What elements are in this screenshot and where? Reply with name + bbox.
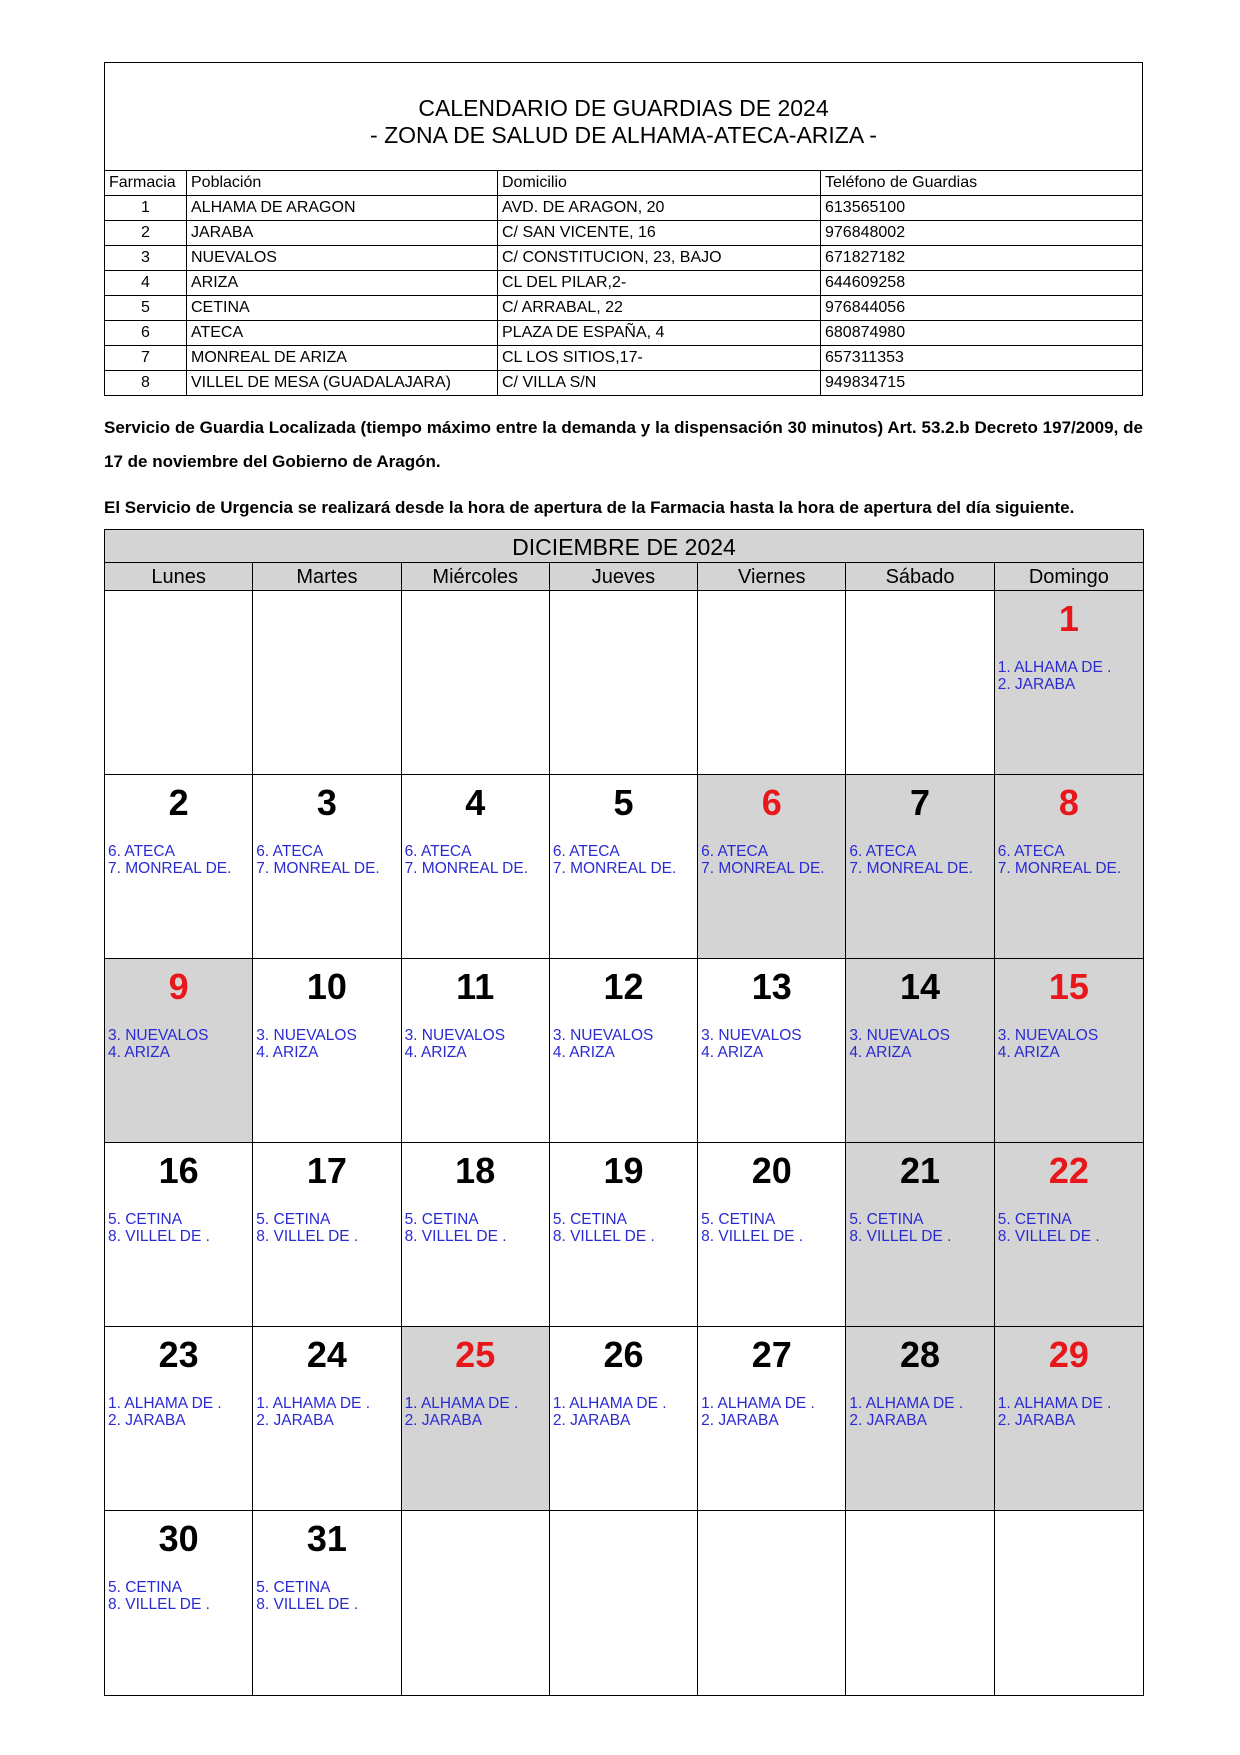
duty-pharmacies	[698, 843, 845, 877]
duty-pharmacy-line: 8. VILLEL DE .	[997, 1228, 1100, 1245]
day-number: 8	[1058, 782, 1079, 823]
calendar-day-cell	[846, 1143, 994, 1327]
duty-pharmacies	[253, 1395, 400, 1429]
calendar-day-cell	[105, 1143, 253, 1327]
pharmacy-row	[105, 321, 1143, 346]
calendar-day-cell	[550, 1327, 698, 1511]
duty-pharmacy-line: 1. ALHAMA DE .	[256, 1395, 370, 1412]
pharmacy-table-header	[105, 171, 1143, 196]
calendar-empty-cell	[698, 1511, 846, 1695]
duty-calendar	[104, 529, 1144, 1696]
calendar-day-cell	[698, 959, 846, 1143]
calendar-day-cell	[995, 1327, 1143, 1511]
duty-pharmacy-line: 5. CETINA	[108, 1211, 183, 1228]
pharmacy-row	[105, 221, 1143, 246]
duty-pharmacy-line: 4. ARIZA	[849, 1044, 912, 1061]
duty-pharmacy-line: 1. ALHAMA DE .	[849, 1395, 964, 1412]
pharmacy-number: 4	[105, 271, 187, 296]
pharmacy-town: ALHAMA DE ARAGON	[187, 196, 498, 221]
pharmacy-number: 5	[105, 296, 187, 321]
duty-pharmacy-line: 3. NUEVALOS	[404, 1027, 506, 1044]
duty-pharmacy-line: 4. ARIZA	[997, 1044, 1060, 1061]
duty-pharmacy-line: 2. JARABA	[997, 676, 1076, 693]
duty-pharmacy-line: 4. ARIZA	[701, 1044, 764, 1061]
day-number: 20	[751, 1150, 792, 1191]
duty-pharmacy-line: 4. ARIZA	[552, 1044, 615, 1061]
duty-pharmacy-line: 3. NUEVALOS	[108, 1027, 209, 1044]
calendar-day-cell	[253, 1327, 401, 1511]
day-number: 22	[1048, 1150, 1089, 1191]
pharmacy-table	[104, 170, 1143, 396]
duty-pharmacy-line: 3. NUEVALOS	[256, 1027, 357, 1044]
pharmacy-phone: 613565100	[821, 196, 1143, 221]
day-number: 10	[306, 966, 347, 1007]
calendar-day-cell	[105, 959, 253, 1143]
day-number: 30	[158, 1518, 199, 1559]
duty-pharmacy-line: 6. ATECA	[849, 843, 917, 860]
duty-pharmacies	[550, 1211, 697, 1245]
day-number: 9	[168, 966, 189, 1007]
duty-pharmacies	[995, 843, 1143, 877]
pharmacy-town: NUEVALOS	[187, 246, 498, 271]
calendar-empty-cell	[550, 591, 698, 775]
day-number: 18	[455, 1150, 496, 1191]
page-subtitle: - ZONA DE SALUD DE ALHAMA-ATECA-ARIZA -	[370, 122, 877, 148]
pharmacy-town: VILLEL DE MESA (GUADALAJARA)	[187, 371, 498, 396]
calendar-grid	[105, 591, 1143, 1695]
duty-pharmacy-line: 7. MONREAL DE.	[849, 860, 973, 877]
duty-pharmacies	[995, 1211, 1143, 1245]
calendar-day-cell	[105, 1511, 253, 1695]
duty-pharmacy-line: 5. CETINA	[108, 1579, 183, 1596]
pharmacy-number: 3	[105, 246, 187, 271]
day-number: 29	[1048, 1334, 1089, 1375]
pharmacy-address: CL DEL PILAR,2-	[498, 271, 821, 296]
pharmacy-address: C/ ARRABAL, 22	[498, 296, 821, 321]
calendar-day-cell	[995, 591, 1143, 775]
weekday-header: Lunes	[105, 563, 253, 591]
duty-pharmacy-line: 2. JARABA	[849, 1412, 927, 1429]
pharmacy-address: CL LOS SITIOS,17-	[498, 346, 821, 371]
pharmacy-number: 1	[105, 196, 187, 221]
day-number: 31	[306, 1518, 347, 1559]
duty-pharmacies	[698, 1395, 845, 1429]
calendar-day-cell	[550, 1143, 698, 1327]
urgency-note: El Servicio de Urgencia se realizará desde la hora de apertura de la Farmacia hasta la hora de apertura del día siguiente.	[104, 498, 1075, 517]
calendar-day-cell	[105, 1327, 253, 1511]
day-number: 28	[900, 1334, 941, 1375]
calendar-day-cell	[402, 775, 550, 959]
weekday-header-row	[105, 563, 1143, 591]
duty-pharmacies	[550, 1027, 697, 1061]
calendar-month-title: DICIEMBRE DE 2024	[105, 530, 1143, 563]
calendar-empty-cell	[846, 591, 994, 775]
day-number: 25	[455, 1334, 496, 1375]
duty-pharmacies	[995, 1027, 1143, 1061]
pharmacy-phone: 976848002	[821, 221, 1143, 246]
duty-pharmacy-line: 7. MONREAL DE.	[256, 860, 380, 877]
pharmacy-row	[105, 346, 1143, 371]
duty-pharmacy-line: 7. MONREAL DE.	[404, 860, 529, 877]
day-number: 21	[900, 1150, 941, 1191]
duty-pharmacies	[995, 1395, 1143, 1429]
duty-pharmacy-line: 7. MONREAL DE.	[552, 860, 677, 877]
duty-pharmacy-line: 3. NUEVALOS	[849, 1027, 950, 1044]
day-number: 17	[306, 1150, 347, 1191]
calendar-empty-cell	[995, 1511, 1143, 1695]
duty-pharmacies	[105, 1395, 252, 1429]
duty-pharmacy-line: 1. ALHAMA DE .	[552, 1395, 667, 1412]
weekday-header: Domingo	[1028, 566, 1109, 588]
calendar-day-cell	[995, 1143, 1143, 1327]
calendar-day-cell	[846, 1327, 994, 1511]
duty-pharmacy-line: 4. ARIZA	[256, 1044, 319, 1061]
calendar-day-cell	[253, 1143, 401, 1327]
calendar-empty-cell	[698, 591, 846, 775]
duty-pharmacy-line: 6. ATECA	[256, 843, 324, 860]
calendar-day-cell	[995, 959, 1143, 1143]
pharmacy-phone: 976844056	[821, 296, 1143, 321]
day-number: 14	[900, 966, 941, 1007]
day-number: 24	[306, 1334, 347, 1375]
calendar-day-cell	[402, 1143, 550, 1327]
pharmacy-town: ATECA	[187, 321, 498, 346]
duty-pharmacy-line: 4. ARIZA	[404, 1044, 467, 1061]
pharmacy-town: JARABA	[187, 221, 498, 246]
duty-pharmacy-line: 1. ALHAMA DE .	[701, 1395, 815, 1412]
duty-pharmacy-line: 5. CETINA	[552, 1211, 627, 1228]
pharmacy-phone: 680874980	[821, 321, 1143, 346]
day-number: 27	[751, 1334, 792, 1375]
calendar-day-cell	[698, 775, 846, 959]
pharmacy-town: MONREAL DE ARIZA	[187, 346, 498, 371]
pharmacy-number: 7	[105, 346, 187, 371]
duty-pharmacy-line: 8. VILLEL DE .	[108, 1596, 210, 1613]
day-number: 15	[1048, 966, 1089, 1007]
pharmacy-row	[105, 371, 1143, 396]
duty-pharmacies	[105, 1027, 252, 1061]
duty-pharmacy-line: 2. JARABA	[404, 1412, 483, 1429]
service-note: Servicio de Guardia Localizada (tiempo máximo entre la demanda y la dispensación 30 minutos) Art. 53.2.b Decreto 197/2009, de 17 de noviembre del Gobierno de Aragón.	[104, 418, 1143, 471]
duty-pharmacy-line: 2. JARABA	[256, 1412, 334, 1429]
duty-pharmacies	[550, 843, 697, 877]
column-header-domicilio: Domicilio	[498, 171, 821, 196]
duty-pharmacy-line: 8. VILLEL DE .	[404, 1228, 507, 1245]
duty-pharmacy-line: 2. JARABA	[552, 1412, 631, 1429]
duty-pharmacy-line: 5. CETINA	[256, 1211, 331, 1228]
duty-pharmacies	[846, 1395, 993, 1429]
duty-pharmacies	[402, 1211, 549, 1245]
calendar-day-cell	[550, 959, 698, 1143]
day-number: 6	[761, 782, 782, 823]
calendar-empty-cell	[253, 591, 401, 775]
day-number: 23	[158, 1334, 199, 1375]
duty-pharmacies	[846, 1027, 993, 1061]
calendar-day-cell	[550, 775, 698, 959]
day-number: 26	[603, 1334, 644, 1375]
weekday-header: Martes	[253, 563, 401, 591]
pharmacy-phone: 949834715	[821, 371, 1143, 396]
calendar-empty-cell	[402, 591, 550, 775]
pharmacy-address: C/ CONSTITUCION, 23, BAJO	[498, 246, 821, 271]
duty-pharmacies	[995, 659, 1143, 693]
duty-pharmacy-line: 6. ATECA	[552, 843, 620, 860]
calendar-day-cell	[846, 959, 994, 1143]
day-number: 4	[465, 782, 486, 823]
duty-pharmacies	[253, 843, 400, 877]
duty-pharmacies	[698, 1211, 845, 1245]
weekday-header: Sábado	[846, 563, 994, 591]
duty-pharmacy-line: 1. ALHAMA DE .	[997, 659, 1112, 676]
pharmacy-row	[105, 196, 1143, 221]
column-header-telefono: Teléfono de Guardias	[821, 171, 1143, 196]
pharmacy-number: 6	[105, 321, 187, 346]
duty-pharmacies	[105, 1211, 252, 1245]
duty-pharmacies	[402, 843, 549, 877]
duty-pharmacy-line: 2. JARABA	[108, 1412, 186, 1429]
duty-pharmacies	[253, 1027, 400, 1061]
duty-pharmacy-line: 7. MONREAL DE.	[997, 860, 1122, 877]
duty-pharmacy-line: 4. ARIZA	[108, 1044, 171, 1061]
duty-pharmacy-line: 6. ATECA	[404, 843, 472, 860]
pharmacy-number: 8	[105, 371, 187, 396]
duty-pharmacies	[402, 1027, 549, 1061]
duty-pharmacy-line: 6. ATECA	[997, 843, 1065, 860]
pharmacy-address: C/ VILLA S/N	[498, 371, 821, 396]
pharmacy-address: AVD. DE ARAGON, 20	[498, 196, 821, 221]
duty-pharmacies	[846, 843, 993, 877]
calendar-empty-cell	[402, 1511, 550, 1695]
calendar-day-cell	[253, 1511, 401, 1695]
duty-pharmacies	[846, 1211, 993, 1245]
title-box	[104, 62, 1143, 170]
pharmacy-number: 2	[105, 221, 187, 246]
weekday-header: Miércoles	[402, 563, 550, 591]
duty-pharmacy-line: 2. JARABA	[997, 1412, 1076, 1429]
duty-pharmacy-line: 1. ALHAMA DE .	[997, 1395, 1112, 1412]
day-number: 19	[603, 1150, 644, 1191]
pharmacy-phone: 657311353	[821, 346, 1143, 371]
pharmacy-town: ARIZA	[187, 271, 498, 296]
day-number: 7	[910, 782, 931, 823]
duty-pharmacy-line: 5. CETINA	[256, 1579, 331, 1596]
page-title: CALENDARIO DE GUARDIAS DE 2024	[418, 95, 829, 121]
column-header-farmacia: Farmacia	[105, 171, 187, 196]
duty-pharmacy-line: 1. ALHAMA DE .	[108, 1395, 222, 1412]
duty-pharmacy-line: 7. MONREAL DE.	[701, 860, 825, 877]
duty-pharmacy-line: 5. CETINA	[701, 1211, 776, 1228]
weekday-header: Viernes	[698, 563, 846, 591]
calendar-day-cell	[995, 775, 1143, 959]
duty-pharmacy-line: 6. ATECA	[701, 843, 769, 860]
day-number: 5	[613, 782, 634, 823]
duty-pharmacy-line: 5. CETINA	[404, 1211, 479, 1228]
duty-pharmacies	[698, 1027, 845, 1061]
duty-pharmacies	[105, 843, 252, 877]
calendar-day-cell	[105, 775, 253, 959]
duty-pharmacy-line: 3. NUEVALOS	[997, 1027, 1099, 1044]
pharmacy-address: C/ SAN VICENTE, 16	[498, 221, 821, 246]
duty-pharmacies	[253, 1579, 400, 1613]
column-header-poblacion: Población	[187, 171, 498, 196]
duty-pharmacy-line: 3. NUEVALOS	[552, 1027, 654, 1044]
pharmacy-address: PLAZA DE ESPAÑA, 4	[498, 321, 821, 346]
duty-pharmacy-line: 8. VILLEL DE .	[849, 1228, 952, 1245]
pharmacy-row	[105, 246, 1143, 271]
pharmacy-row	[105, 296, 1143, 321]
calendar-day-cell	[698, 1143, 846, 1327]
pharmacy-row	[105, 271, 1143, 296]
duty-pharmacy-line: 8. VILLEL DE .	[256, 1596, 359, 1613]
duty-pharmacy-line: 2. JARABA	[701, 1412, 779, 1429]
day-number: 3	[316, 782, 337, 823]
duty-pharmacy-line: 1. ALHAMA DE .	[404, 1395, 519, 1412]
day-number: 12	[603, 966, 644, 1007]
calendar-day-cell	[253, 959, 401, 1143]
pharmacy-town: CETINA	[187, 296, 498, 321]
calendar-day-cell	[698, 1327, 846, 1511]
duty-pharmacies	[105, 1579, 252, 1613]
day-number: 13	[751, 966, 792, 1007]
duty-pharmacy-line: 8. VILLEL DE .	[108, 1228, 210, 1245]
duty-pharmacy-line: 8. VILLEL DE .	[552, 1228, 655, 1245]
duty-pharmacy-line: 7. MONREAL DE.	[108, 860, 232, 877]
duty-pharmacies	[402, 1395, 549, 1429]
duty-pharmacy-line: 5. CETINA	[997, 1211, 1072, 1228]
day-number: 2	[168, 782, 189, 823]
pharmacy-phone: 671827182	[821, 246, 1143, 271]
day-number: 1	[1058, 598, 1079, 639]
weekday-header: Jueves	[550, 563, 698, 591]
duty-pharmacy-line: 5. CETINA	[849, 1211, 924, 1228]
duty-pharmacy-line: 3. NUEVALOS	[701, 1027, 802, 1044]
duty-pharmacies	[550, 1395, 697, 1429]
duty-pharmacy-line: 6. ATECA	[108, 843, 175, 860]
calendar-day-cell	[402, 959, 550, 1143]
duty-pharmacy-line: 8. VILLEL DE .	[701, 1228, 804, 1245]
calendar-day-cell	[402, 1327, 550, 1511]
calendar-empty-cell	[550, 1511, 698, 1695]
calendar-empty-cell	[105, 591, 253, 775]
calendar-day-cell	[846, 775, 994, 959]
day-number: 16	[158, 1150, 199, 1191]
calendar-empty-cell	[846, 1511, 994, 1695]
day-number: 11	[456, 966, 495, 1007]
calendar-day-cell	[253, 775, 401, 959]
pharmacy-phone: 644609258	[821, 271, 1143, 296]
duty-pharmacy-line: 8. VILLEL DE .	[256, 1228, 359, 1245]
duty-pharmacies	[253, 1211, 400, 1245]
